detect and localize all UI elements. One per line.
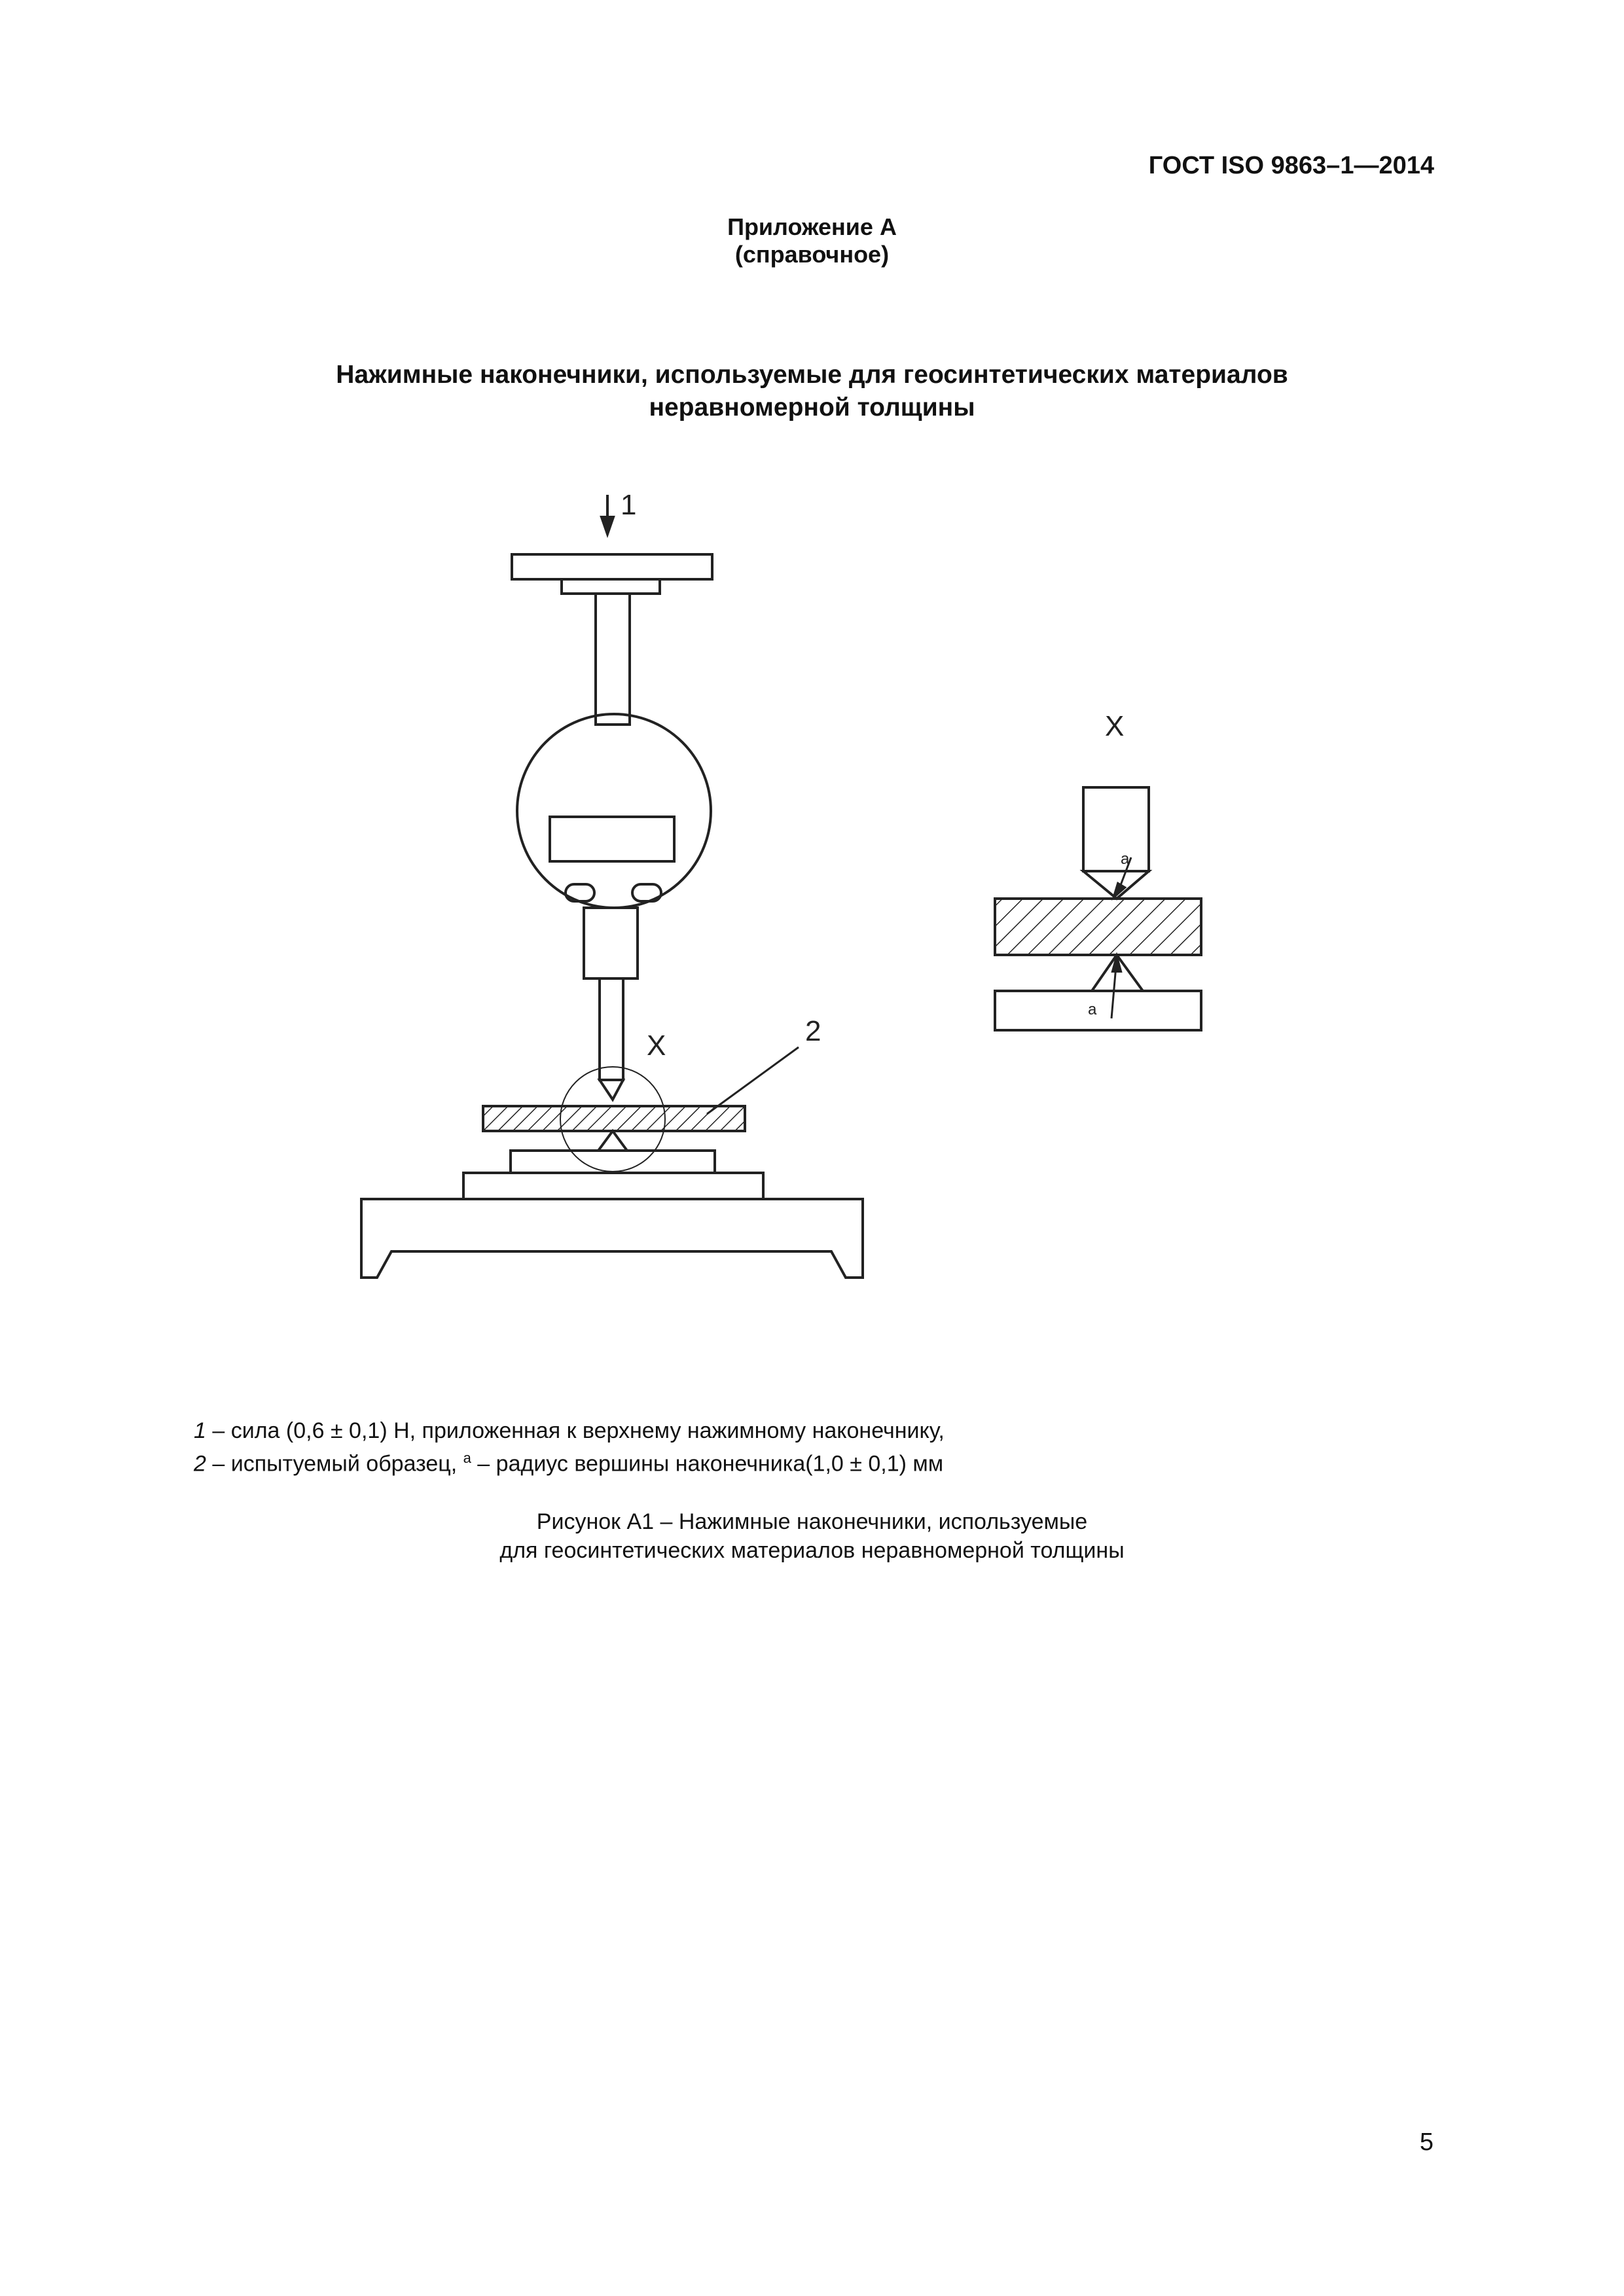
anvil-plate <box>463 1173 763 1199</box>
upper-shaft <box>596 594 630 725</box>
label-detail-inset: X <box>1105 710 1125 742</box>
gauge-button-left <box>566 884 594 901</box>
inset-lower-block <box>995 991 1201 1030</box>
figure-legend <box>194 1417 945 1477</box>
annex-heading <box>0 213 1624 268</box>
top-plate <box>512 554 712 579</box>
gauge-stem <box>584 908 638 978</box>
annex-label: Приложение А <box>727 213 897 240</box>
figure-a1 <box>288 452 1270 1401</box>
lower-block <box>511 1151 715 1173</box>
top-plate-collar <box>562 579 660 594</box>
inset-upper-tip-body <box>1083 787 1149 871</box>
page-number: 5 <box>1419 2128 1434 2156</box>
gauge-button-right <box>632 884 661 901</box>
label-detail-main: X <box>647 1030 666 1062</box>
inset-specimen <box>995 899 1201 955</box>
legend-item-1-number: 1 <box>194 1418 206 1443</box>
label-force: 1 <box>621 489 637 521</box>
legend-footnote-marker: а <box>463 1450 471 1466</box>
section-title-line2: неравномерной толщины <box>649 393 975 422</box>
legend-item-2-text2: – радиус вершины наконечника(1,0 ± 0,1) мм <box>471 1451 944 1477</box>
base <box>361 1199 863 1278</box>
upper-presser-tip <box>600 1080 623 1100</box>
legend-item-1 <box>194 1417 945 1444</box>
annex-type: (справочное) <box>734 241 890 268</box>
figure-labels <box>621 489 1130 1062</box>
gauge-display <box>550 817 674 861</box>
label-radius-bottom: a <box>1088 1001 1097 1018</box>
label-specimen: 2 <box>805 1015 821 1047</box>
detail-x-inset <box>995 787 1201 1030</box>
figure-drawing <box>288 452 1270 1401</box>
legend-item-2-number: 2 <box>194 1451 206 1477</box>
legend-item-2-text: – испытуемый образец, <box>206 1451 463 1477</box>
figure-caption <box>0 1507 1624 1565</box>
lower-shaft <box>600 978 623 1080</box>
force-arrowhead <box>602 517 613 534</box>
section-title <box>0 359 1624 424</box>
section-title-line1: Нажимные наконечники, используемые для геосинтетических материалов <box>336 361 1288 389</box>
specimen <box>483 1106 745 1131</box>
figure-caption-line2: для геосинтетических материалов неравномерной толщины <box>499 1538 1125 1563</box>
dial-gauge <box>517 714 711 908</box>
document-code: ГОСТ ISO 9863–1—2014 <box>1148 152 1434 179</box>
label-radius-top: a <box>1121 850 1130 868</box>
legend-item-2 <box>194 1444 945 1477</box>
lower-presser-tip <box>598 1131 627 1151</box>
specimen-leader <box>707 1047 799 1114</box>
figure-caption-line1: Рисунок А1 – Нажимные наконечники, используемые <box>536 1509 1088 1534</box>
legend-item-1-text: – сила (0,6 ± 0,1) Н, приложенная к верхнему нажимному наконечнику, <box>206 1418 945 1443</box>
gauge-apparatus <box>361 495 863 1278</box>
